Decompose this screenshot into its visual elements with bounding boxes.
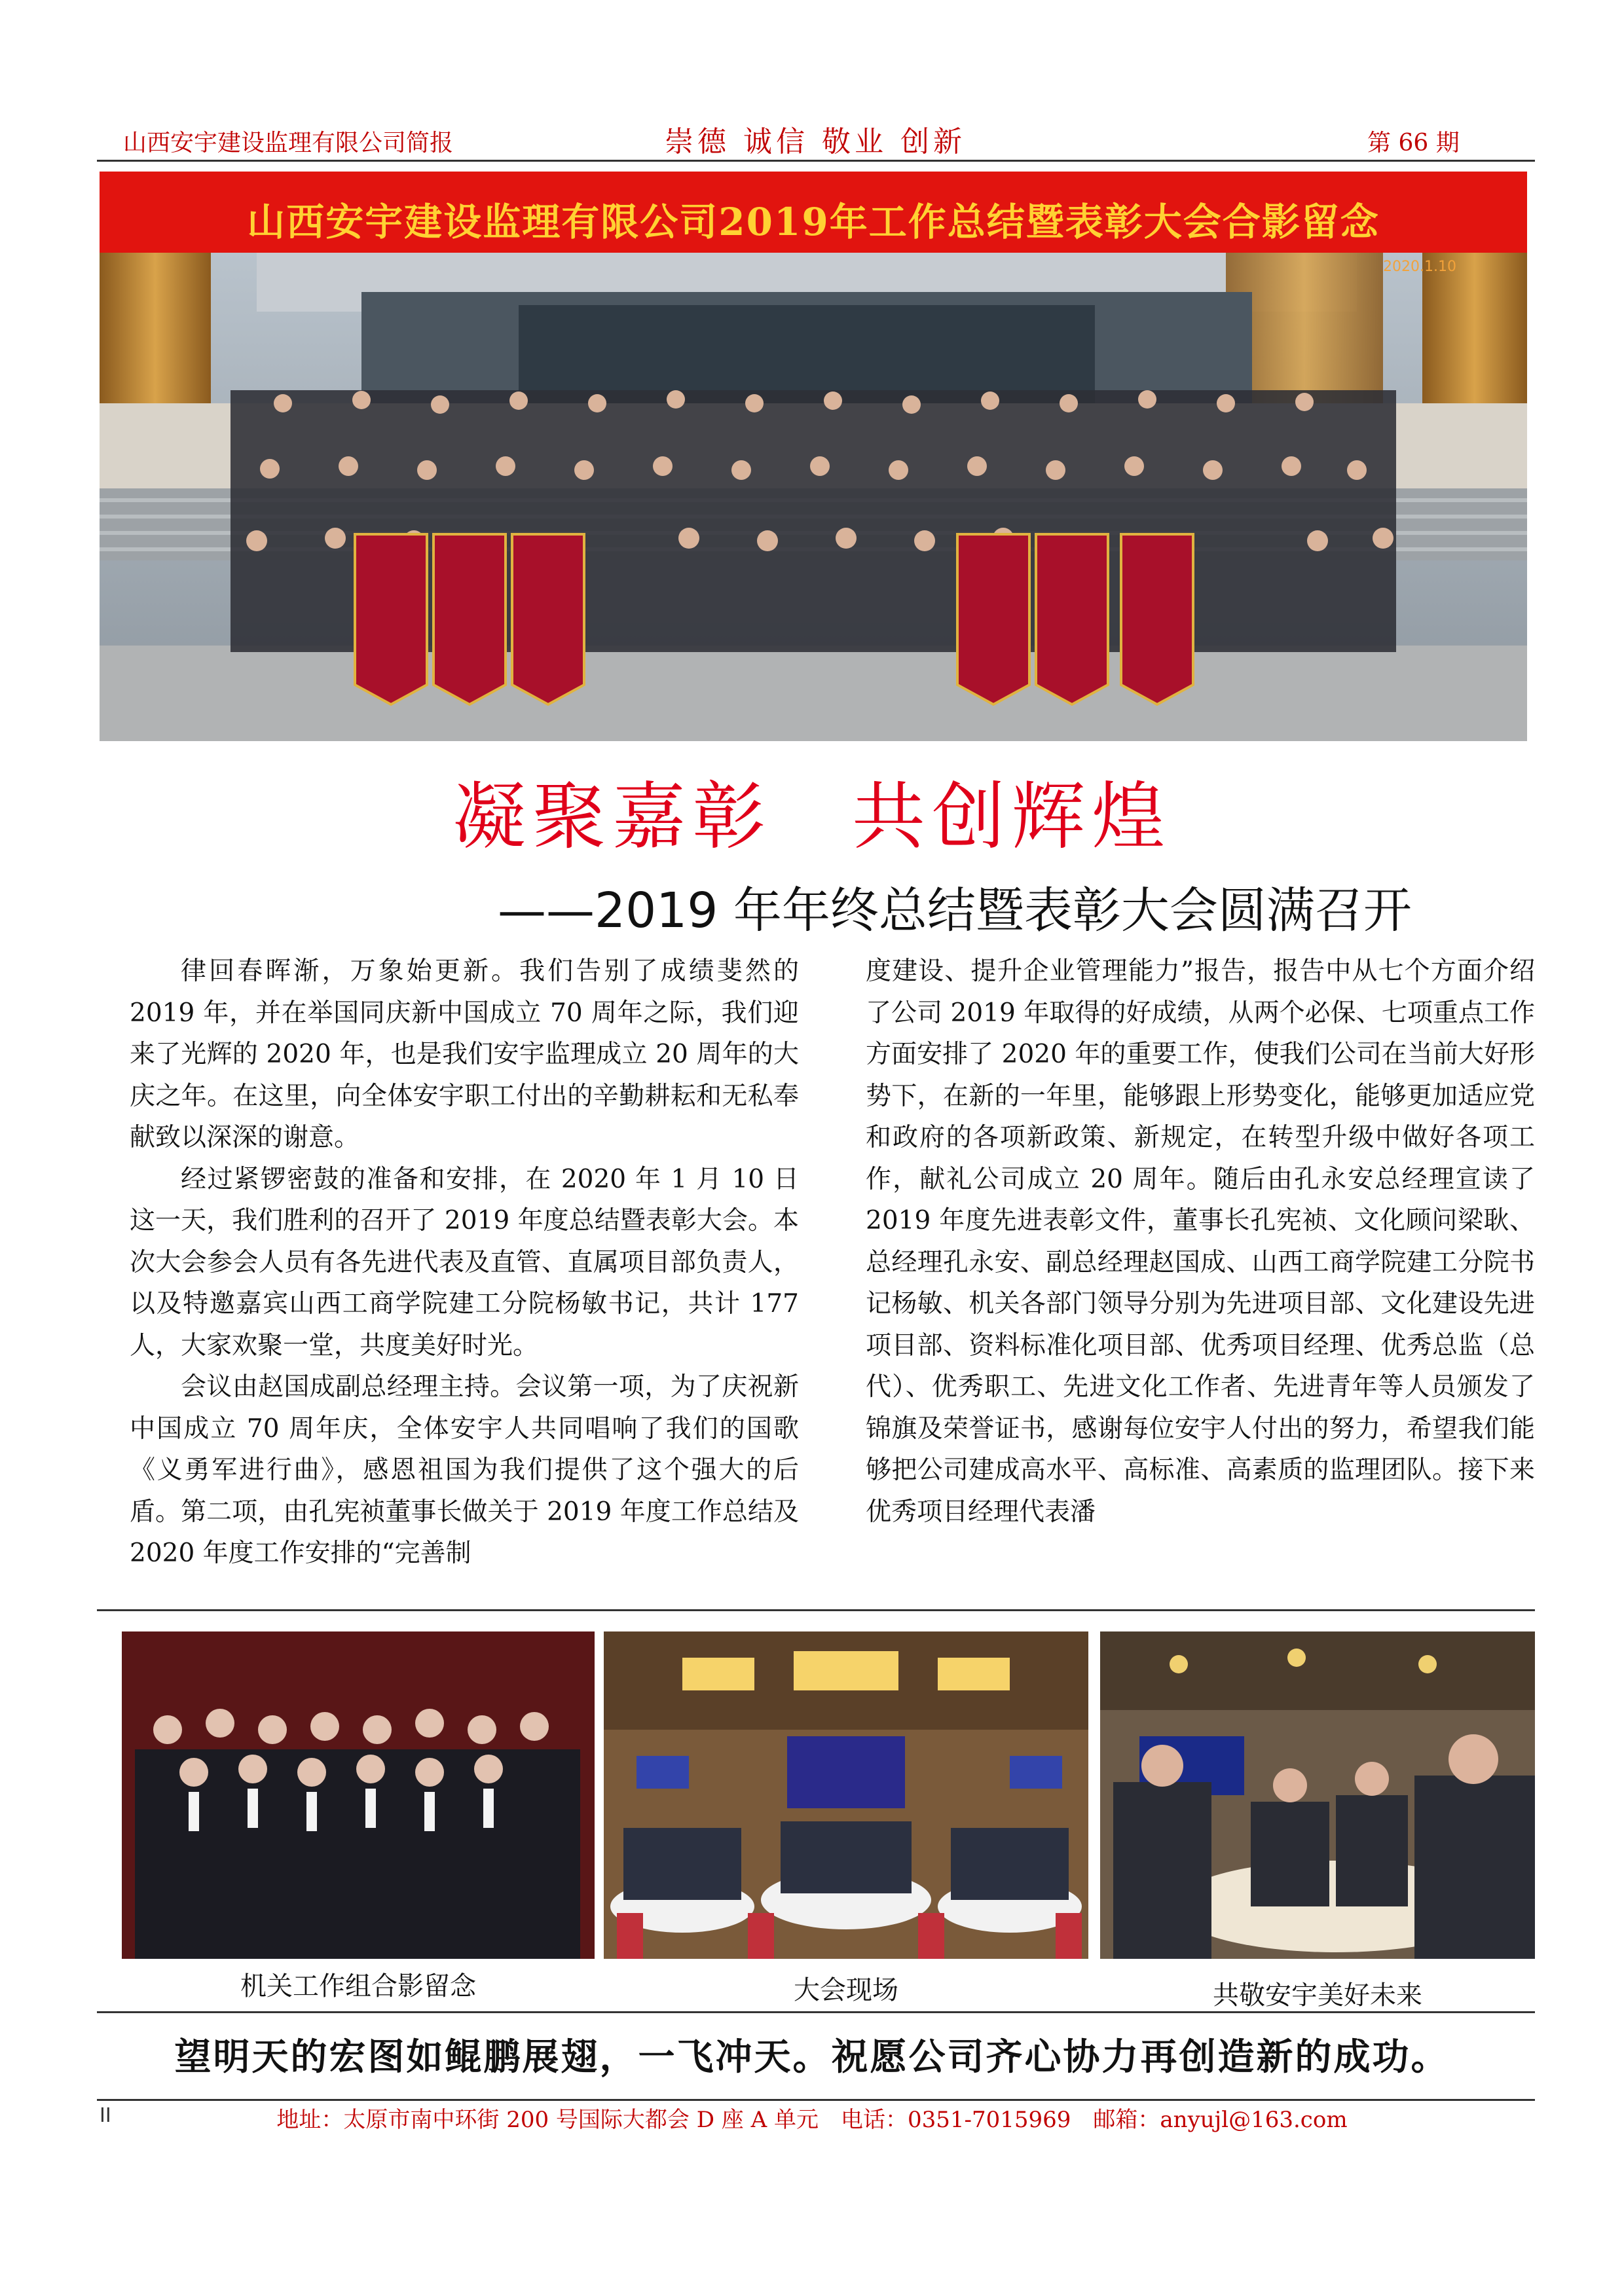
banner-caption: 山西安宇建设监理有限公司2019年工作总结暨表彰大会合影留念 <box>247 200 1380 244</box>
footer-contact: 地址：太原市南中环街 200 号国际大都会 D 座 A 单元 电话：0351-7015969 邮箱：anyujl@163.com <box>276 2107 1348 2133</box>
article-paragraph: 经过紧锣密鼓的准备和安排，在 2020 年 1 月 10 日这一天，我们胜利的召开了 2019 年度总结暨表彰大会。本次大会参会人员有各先进代表及直管、直属项目部负责人，以及特邀嘉宾山西工商学院建工分院杨敏书记，共计 177 人，大家欢聚一堂，共度美好时光。 <box>130 1164 799 1360</box>
group-photo <box>100 253 1527 741</box>
photo-strip-divider <box>97 1609 1535 1611</box>
photo-banner <box>100 172 1527 253</box>
newsletter-name: 山西安宇建设监理有限公司简报 <box>123 130 454 156</box>
header-divider <box>97 160 1535 162</box>
footer-divider <box>97 2099 1535 2101</box>
issue-number: 第 66 期 <box>1367 130 1460 156</box>
article-paragraph: 律回春晖渐，万象始更新。我们告别了成绩斐然的 2019 年，并在举国同庆新中国成立 70 周年之际，我们迎来了光辉的 2020 年，也是我们安宇监理成立 20 周年的大庆之年。在这里，向全体安宇职工付出的辛勤耕耘和无私奉献致以深深的谢意。 <box>130 957 799 1152</box>
article-column-right <box>866 951 1535 1533</box>
closing-statement: 望明天的宏图如鲲鹏展翅，一飞冲天。祝愿公司齐心协力再创造新的成功。 <box>174 2035 1450 2079</box>
toast-photo <box>1100 1631 1535 1959</box>
photo-date-stamp: 2020.1.10 <box>1383 259 1456 275</box>
meeting-hall-photo <box>604 1631 1088 1959</box>
article-paragraph: 度建设、提升企业管理能力”报告，报告中从七个方面介绍了公司 2019 年取得的好成绩，从两个必保、七项重点工作方面安排了 2020 年的重要工作，使我们公司在当前大好形势下，在新的一年里，能够跟上形势变化，能够更加适应党和政府的各项新政策、新规定，在转型升级中做好各项工作，献礼公司成立 20 周年。随后由孔永安总经理宣读了 2019 年度先进表彰文件，董事长孔宪祯、文化顾问梁耿、总经理孔永安、副总经理赵国成、山西工商学院建工分院书记杨敏、机关各部门领导分别为先进项目部、文化建设先进项目部、资料标准化项目部、优秀项目经理、优秀总监（总代）、优秀职工、先进文化工作者、先进青年等人员颁发了锦旗及荣誉证书，感谢每位安宇人付出的努力，希望我们能够把公司建成高水平、高标准、高素质的监理团队。接下来优秀项目经理代表潘 <box>866 957 1535 1527</box>
photo-caption: 机关工作组合影留念 <box>240 1971 476 2001</box>
article-subtitle: ——2019 年年终总结暨表彰大会圆满召开 <box>498 883 1412 939</box>
company-motto: 崇德 诚信 敬业 创新 <box>665 125 966 158</box>
article-title: 凝聚嘉彰 共创辉煌 <box>452 774 1172 860</box>
page-number: II <box>100 2104 111 2127</box>
photo-strip-bottom-divider <box>97 2011 1535 2013</box>
office-staff-photo <box>122 1631 595 1959</box>
photo-caption: 共敬安宇美好未来 <box>1213 1980 1422 2011</box>
article-paragraph: 会议由赵国成副总经理主持。会议第一项，为了庆祝新中国成立 70 周年庆，全体安宇人共同唱响了我们的国歌《义勇军进行曲》，感恩祖国为我们提供了这个强大的后盾。第二项，由孔宪祯董事长做关于 2019 年度工作总结及 2020 年度工作安排的“完善制 <box>130 1372 799 1568</box>
photo-caption: 大会现场 <box>794 1975 898 2005</box>
article-column-left <box>130 951 799 1575</box>
